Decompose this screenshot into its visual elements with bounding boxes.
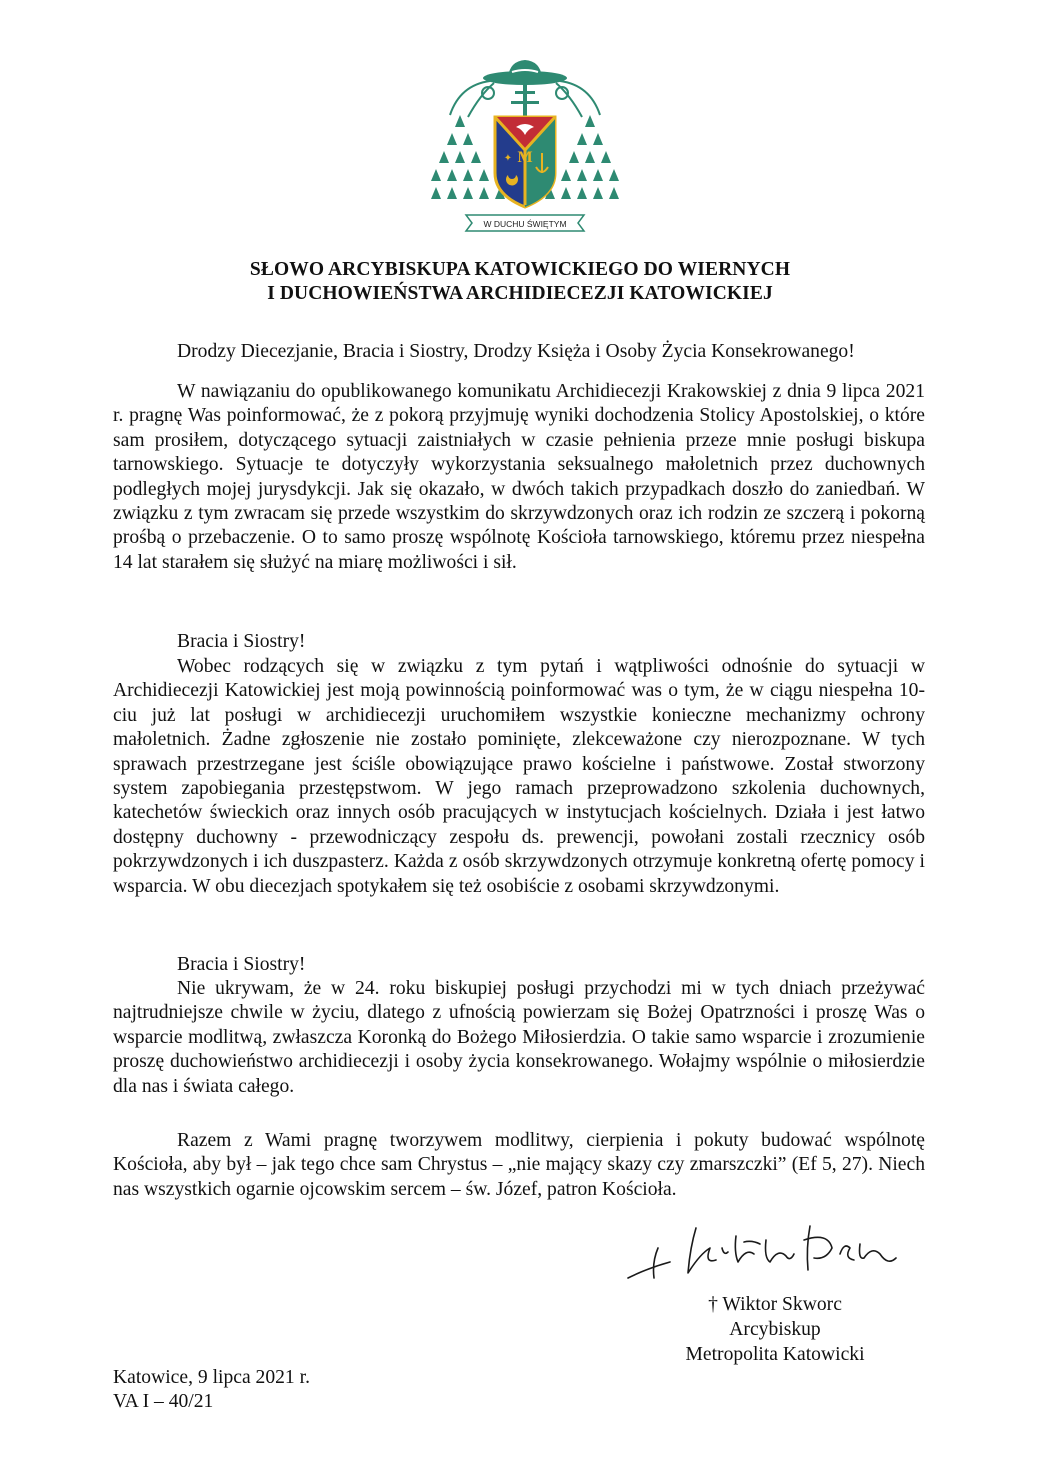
paragraph-4 — [113, 1129, 925, 1202]
signatory-block — [640, 1293, 910, 1367]
document-reference: VA I – 40/21 — [113, 1390, 214, 1412]
coat-of-arms — [430, 55, 620, 245]
paragraph-3-heading — [113, 953, 925, 977]
place-and-date: Katowice, 9 lipca 2021 r. — [113, 1367, 310, 1388]
signatory-name: † Wiktor Skworc — [708, 1294, 842, 1315]
letter-title — [0, 258, 1040, 306]
paragraph-2-heading-text: Bracia i Siostry! — [177, 631, 306, 652]
paragraph-2-text: Wobec rodzących się w związku z tym pytań i wątpliwości odnośnie do sytuacji w Archidiecezji Katowickiej jest moją powinnością poinformować was o tym, że w ciągu niespełna 10-ciu już lat posługi w archidiecezji uruchomiłem wszystkie konieczne mechanizmy ochrony małoletnich. Żadne zgłoszenie nie zostało pominięte, zlekceważone czy nierozpoznane. W tych sprawach przestrzegane jest ściśle obowiązujące prawo kościelne i państwowe. Został stworzony system zapobiegania przestępstwom. W jego ramach przeprowadzono szkolenia duchownych, katechetów świeckich oraz innych osób pracujących w instytucjach kościelnych. Działa i jest łatwo dostępny duchowny - przewodniczący zespołu ds. prewencji, powołani zostali rzecznicy osób pokrzywdzonych i ich duszpasterz. Każda z osób skrzywdzonych otrzymuje konkretną ofertę pomocy i wsparcia. W obu diecezjach spotykałem się też osobiście z osobami skrzywdzonymi. — [113, 656, 925, 897]
paragraph-4-text: Razem z Wami pragnę tworzywem modlitwy, cierpienia i pokuty budować wspólnotę Kościoła, aby był – jak tego chce sam Chrystus – „nie mający skazy czy zmarszczki” (Ef 5, 27). Niech nas wszystkich ogarnie ojcowskim sercem – św. Józef, patron Kościoła. — [113, 1130, 925, 1200]
paragraph-1 — [113, 380, 925, 575]
greeting: Drodzy Diecezjanie, Bracia i Siostry, Drodzy Księża i Osoby Życia Konsekrowanego! — [177, 341, 855, 362]
signatory-role: Arcybiskup — [729, 1318, 821, 1340]
signatory-office: Metropolita Katowicki — [685, 1343, 865, 1365]
paragraph-2-heading — [113, 630, 925, 654]
coat-of-arms-emblem — [430, 55, 620, 245]
svg-text:✦: ✦ — [503, 153, 513, 164]
handwritten-signature — [618, 1218, 908, 1290]
paragraph-2 — [113, 655, 925, 899]
paragraph-3-heading-text: Bracia i Siostry! — [177, 954, 306, 975]
paragraph-3 — [113, 977, 925, 1099]
paragraph-3-text: Nie ukrywam, że w 24. roku biskupiej posługi przychodzi mi w tych dniach przeżywać najtrudniejsze chwile w życiu, dlatego z ufnością powierzam się Bożej Opatrzności i proszę Was o wsparcie modlitwą, zwłaszcza Koronką do Bożego Miłosierdzia. O takie samo wsparcie i zrozumienie proszę duchowieństwo archidiecezji i osoby życia konsekrowanego. Wołajmy wspólnie o miłosierdzie dla nas i świata całego. — [113, 978, 925, 1097]
paragraph-1-text: W nawiązaniu do opublikowanego komunikatu Archidiecezji Krakowskiej z dnia 9 lipca 2021 r. pragnę Was poinformować, że z pokorą przyjmuję wyniki dochodzenia Stolicy Apostolskiej, o które sam prosiłem, dotyczącego sytuacji zaistniałych w czasie pełnienia przeze mnie posługi biskupa tarnowskiego. Sytuacje te dotyczyły wykorzystania seksualnego małoletnich przez duchownych podległych mojej jurysdykcji. Jak się okazało, w dwóch takich przypadkach doszło do zaniedbań. W związku z tym zwracam się przede wszystkim do skrzywdzonych oraz ich rodzin ze szczerą i pokorną prośbą o przebaczenie. O to samo proszę wspólnotę Kościoła tarnowskiego, któremu przez niespełna 14 lat starałem się służyć na miarę możliwości i sił. — [113, 381, 925, 573]
svg-text:M: M — [517, 149, 533, 166]
coat-of-arms-motto: W DUCHU ŚWIĘTYM — [483, 219, 567, 229]
letter-footer — [113, 1366, 310, 1413]
title-line-2: I DUCHOWIEŃSTWA ARCHIDIECEZJI KATOWICKIEJ — [267, 283, 773, 304]
title-line-1: SŁOWO ARCYBISKUPA KATOWICKIEGO DO WIERNYCH — [249, 259, 791, 280]
